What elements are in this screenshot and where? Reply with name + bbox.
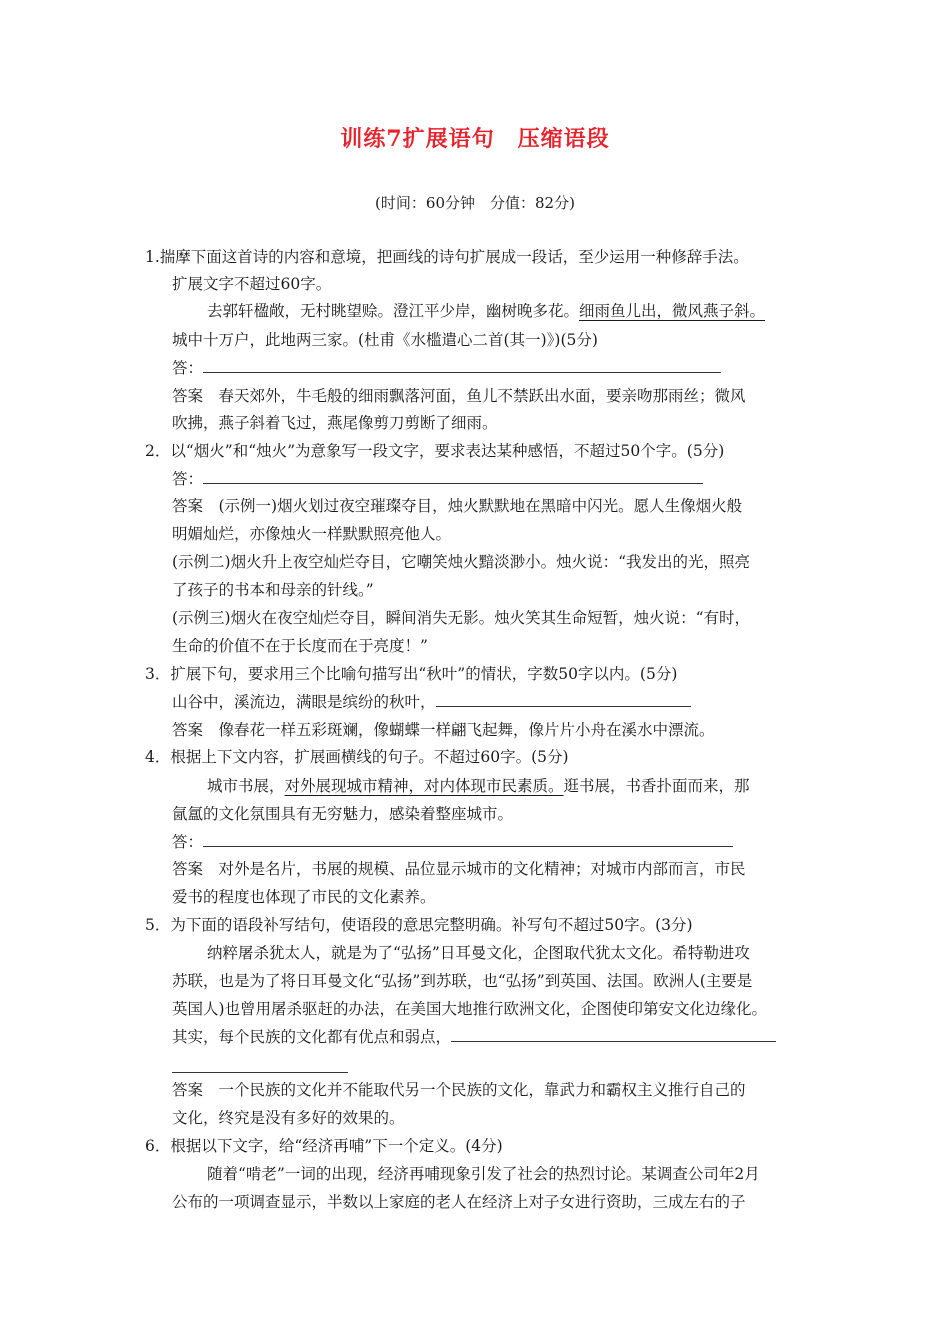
q1-underlined-verse: 细雨鱼儿出，微风燕子斜。 [579, 302, 766, 320]
q4-passage-line2: 氤氲的文化氛围具有无穷魅力，感染着整座城市。 [172, 805, 514, 823]
q3-sentence [172, 692, 691, 712]
q1-prompt-line2: 扩展文字不超过60字。 [172, 275, 332, 293]
q1-answer-line1: 答案 春天郊外，牛毛般的细雨飘落河面，鱼儿不禁跃出水面，要亲吻那雨丝；微风 [172, 387, 746, 405]
q6-prompt: 6．根据以下文字，给“经济再哺”下一个定义。(4分) [145, 1137, 503, 1155]
answer-blank [203, 371, 721, 373]
q6-passage-line1: 随着“啃老”一词的出现，经济再哺现象引发了社会的热烈讨论。某调查公司年2月 [207, 1165, 760, 1183]
q5-answer-line1: 答案 一个民族的文化并不能取代另一个民族的文化，靠武力和霸权主义推行自己的 [172, 1081, 746, 1099]
q2-answer-line2: 明媚灿烂，亦像烛火一样默默照亮他人。 [172, 525, 452, 543]
q1-poem-line1 [207, 301, 765, 321]
answer-label: 答： [172, 470, 204, 488]
q5-passage-text: 其实，每个民族的文化都有优点和弱点， [172, 1028, 452, 1046]
q4-prompt: 4．根据上下文内容，扩展画横线的句子。不超过60字。(5分) [145, 748, 569, 766]
q5-answer-blank-line [172, 1058, 348, 1078]
q2-answer-field [172, 469, 703, 489]
q5-answer-line2: 文化，终究是没有多好的效果的。 [172, 1109, 405, 1127]
q4-underlined-sentence: 对外展现城市精神，对内体现市民素质。 [284, 777, 564, 795]
q1-answer-field [172, 358, 721, 378]
answer-blank [172, 1071, 348, 1073]
q2-answer-line5: (示例三)烟火在夜空灿烂夺目，瞬间消失无影。烛火笑其生命短暂，烛火说：“有时， [172, 609, 751, 627]
page-title: 训练7扩展语句 压缩语段 [340, 126, 610, 152]
q4-answer-field [172, 832, 733, 852]
q4-answer-line2: 爱书的程度也体现了市民的文化素养。 [172, 888, 436, 906]
answer-blank [436, 705, 691, 707]
q5-passage-line2: 苏联，也是为了将日耳曼文化“弘扬”到苏联，也“弘扬”到英国、法国。欧洲人(主要是 [172, 972, 753, 990]
answer-label: 答： [172, 833, 204, 851]
answer-label: 答： [172, 359, 204, 377]
q3-sentence-text: 山谷中，溪流边，满眼是缤纷的秋叶， [172, 693, 436, 711]
q4-answer-line1: 答案 对外是名片，书展的规模、品位显示城市的文化精神；对城市内部而言，市民 [172, 860, 746, 878]
q3-answer: 答案 像春花一样五彩斑斓，像蝴蝶一样翩飞起舞，像片片小舟在溪水中漂流。 [172, 721, 715, 739]
q1-prompt-line1: 1.揣摩下面这首诗的内容和意境，把画线的诗句扩展成一段话，至少运用一种修辞手法。 [145, 248, 749, 266]
q4-passage-text-b: 逛书展，书香扑面而来，那 [563, 777, 750, 795]
q1-poem-line2: 城中十万户，此地两三家。(杜甫《水槛遣心二首(其一)》)(5分) [172, 331, 598, 349]
q2-prompt: 2．以“烟火”和“烛火”为意象写一段文字，要求表达某种感悟，不超过50个字。(5分) [145, 442, 725, 460]
q4-passage-line1 [207, 776, 750, 796]
answer-blank [203, 845, 733, 847]
q4-passage-text-a: 城市书展， [207, 777, 285, 795]
q5-prompt: 5．为下面的语段补写结句，使语段的意思完整明确。补写句不超过50字。(3分) [145, 916, 693, 934]
q2-answer-line3: (示例二)烟火升上夜空灿烂夺目，它嘲笑烛火黯淡渺小。烛火说：“我发出的光，照亮 [172, 553, 751, 571]
q1-answer-line2: 吹拂，燕子斜着飞过，燕尾像剪刀剪断了细雨。 [172, 414, 498, 432]
q2-answer-line6: 生命的价值不在于长度而在于亮度！” [172, 637, 428, 655]
answer-blank [451, 1040, 776, 1042]
page-subtitle: (时间：60分钟 分值：82分) [375, 194, 575, 212]
q1-poem-text: 去郭轩楹敞，无村眺望赊。澄江平少岸，幽树晚多花。 [207, 302, 580, 320]
q2-answer-line1: 答案 (示例一)烟火划过夜空璀璨夺目，烛火默默地在黑暗中闪光。愿人生像烟火般 [172, 497, 743, 515]
q3-prompt: 3．扩展下句，要求用三个比喻句描写出“秋叶”的情状，字数50字以内。(5分) [145, 665, 678, 683]
answer-blank [203, 482, 703, 484]
q5-passage-line1: 纳粹屠杀犹太人，就是为了“弘扬”日耳曼文化，企图取代犹太文化。希特勒进攻 [207, 944, 750, 962]
q5-passage-line4 [172, 1027, 776, 1047]
q2-answer-line4: 了孩子的书本和母亲的针线。” [172, 581, 374, 599]
q5-passage-line3: 英国人)也曾用屠杀驱赶的办法，在美国大地推行欧洲文化，企图使印第安文化边缘化。 [172, 1000, 768, 1018]
q6-passage-line2: 公布的一项调查显示，半数以上家庭的老人在经济上对子女进行资助，三成左右的子 [172, 1193, 746, 1211]
